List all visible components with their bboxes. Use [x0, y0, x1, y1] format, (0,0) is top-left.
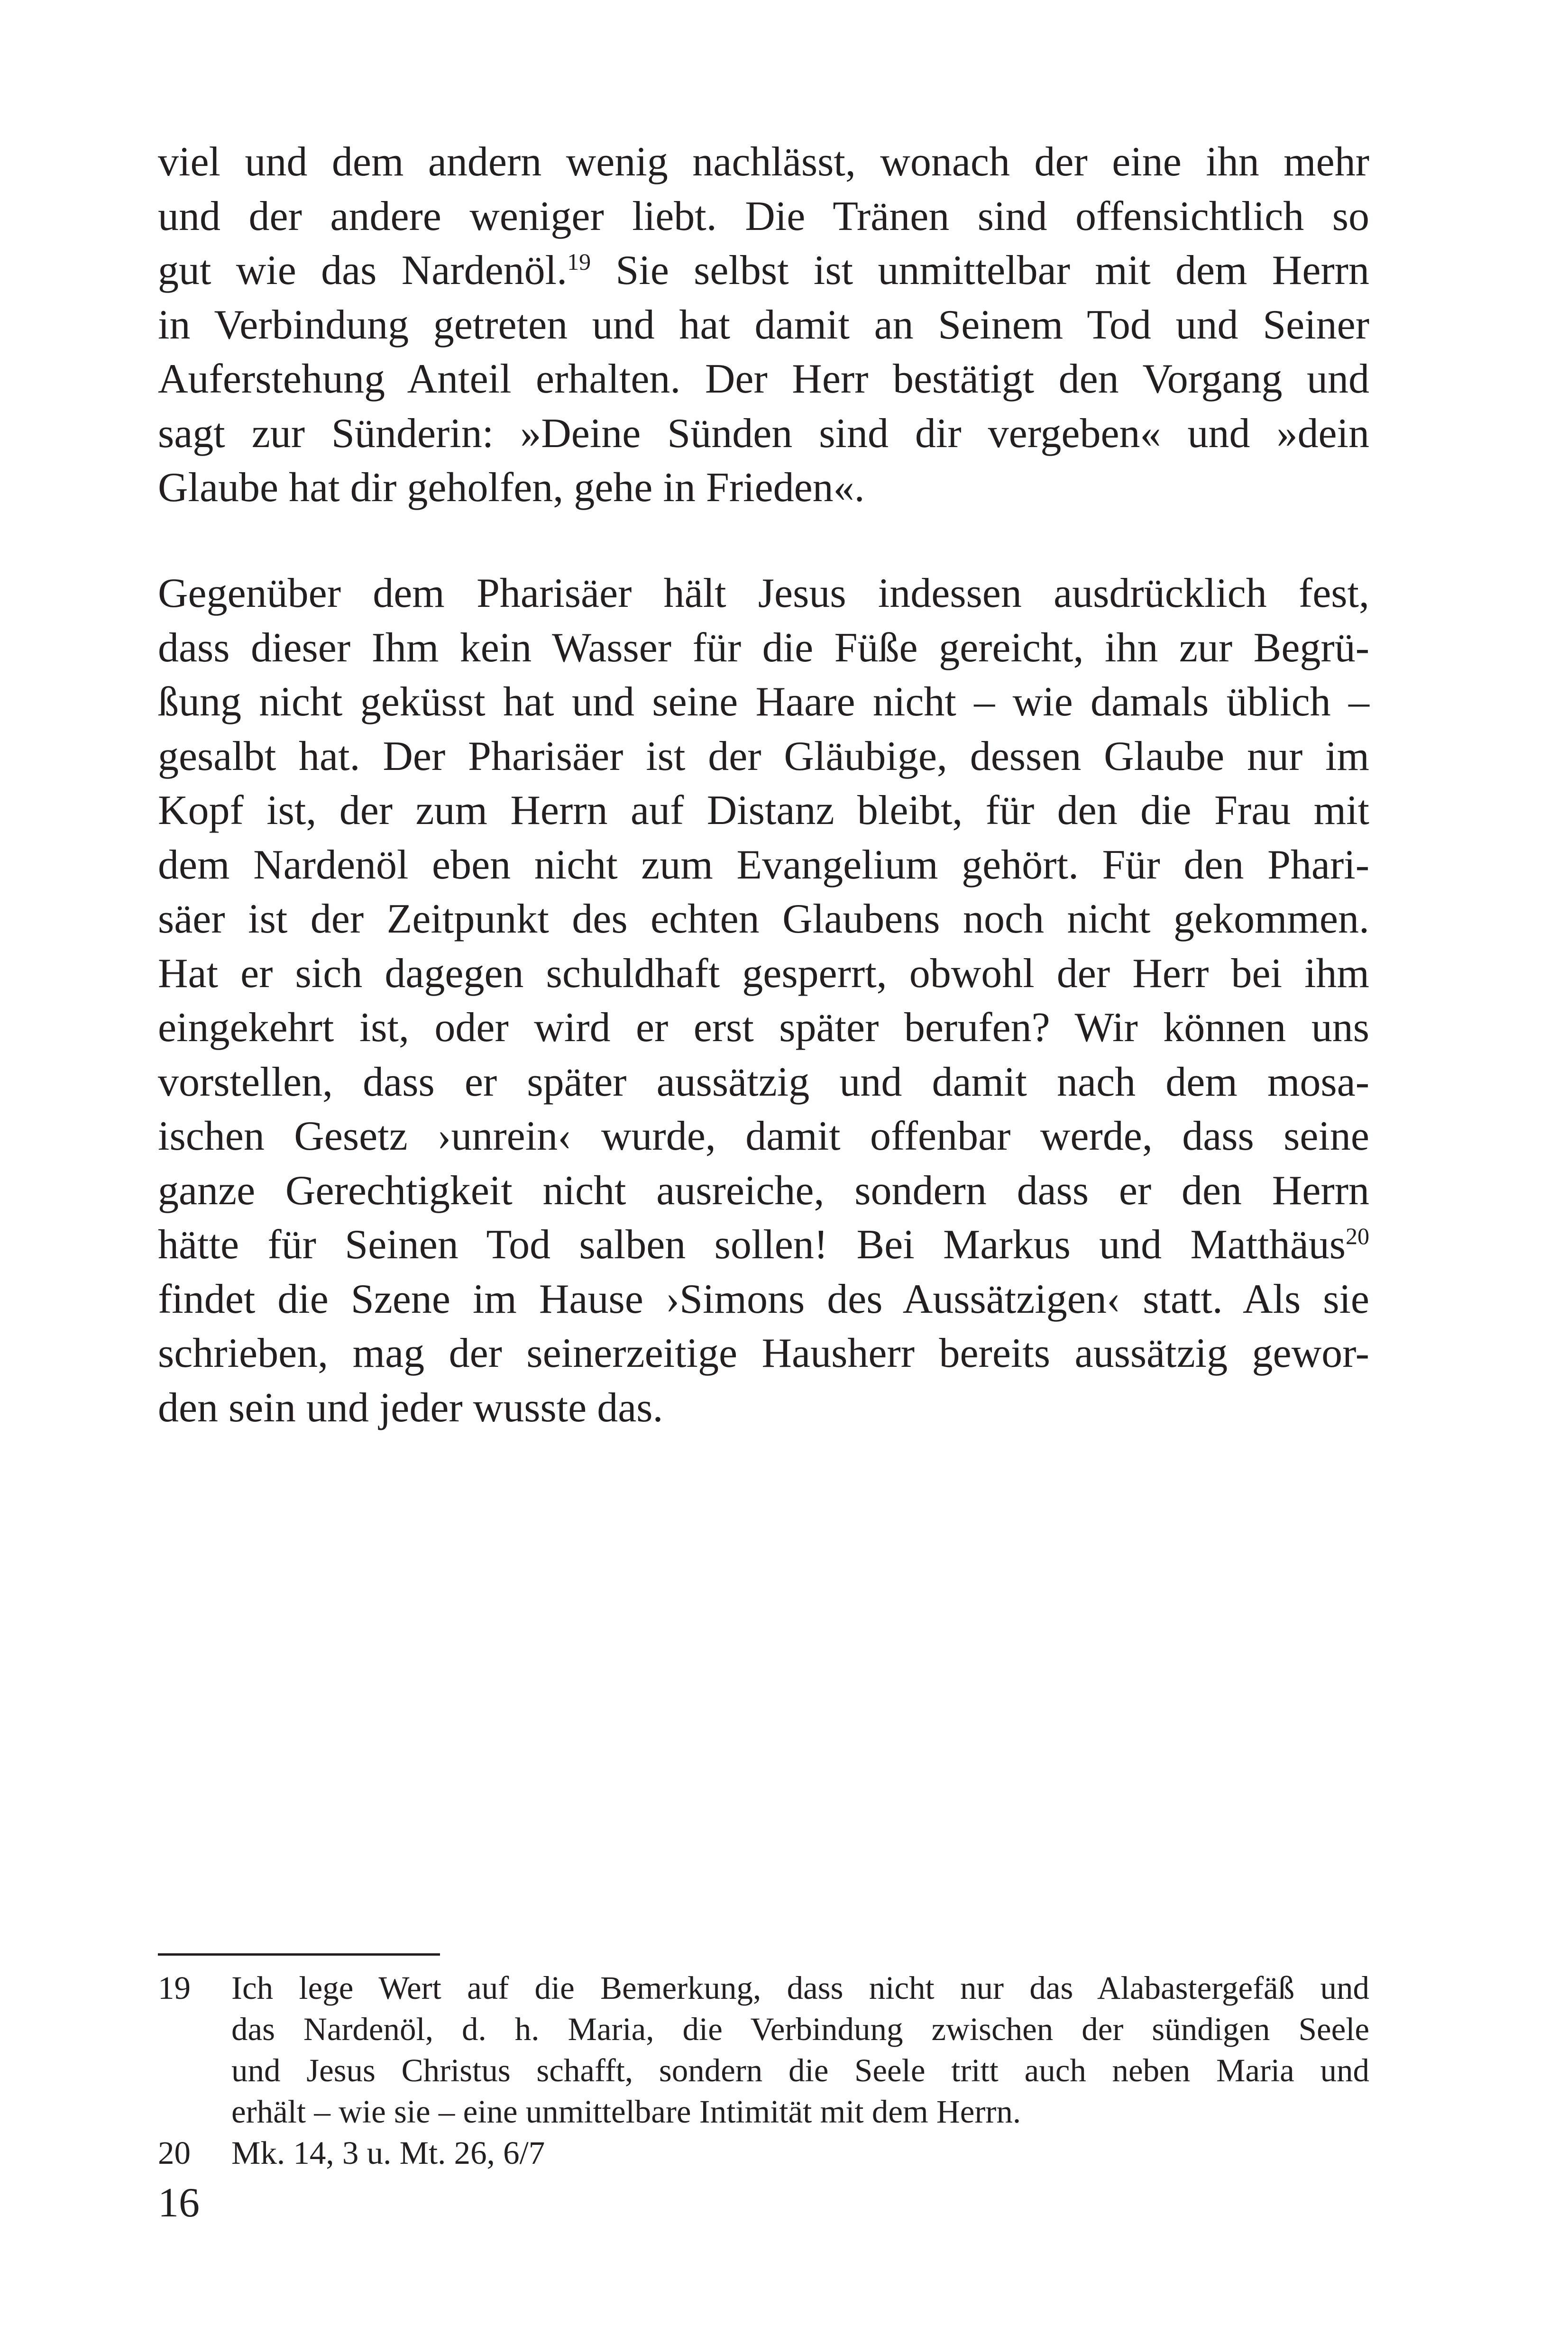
paragraph-1: [158, 135, 1369, 515]
text-line: den sein und jeder wusste das.: [158, 1384, 663, 1431]
text-line: sagt zur Sünderin: »Deine Sünden sind dir vergeben« und »dein: [158, 410, 1369, 457]
text-line: [158, 244, 1369, 298]
footnote-line: Mk. 14, 3 u. Mt. 26, 6/7: [231, 2135, 545, 2171]
text-line: findet die Szene im Hause ›Simons des Aussätzigen‹ statt. Als sie: [158, 1276, 1369, 1322]
footnote-text: [231, 1968, 1369, 2132]
paragraph-2: [158, 567, 1369, 1435]
text-line: gesalbt hat. Der Pharisäer ist der Gläubige, dessen Glaube nur im: [158, 733, 1369, 779]
footnote-number: 19: [158, 1970, 191, 2006]
footnote-19: [158, 1968, 1369, 2132]
text-line: Kopf ist, der zum Herrn auf Distanz bleibt, für den die Frau mit: [158, 787, 1369, 833]
footnote-number: 20: [158, 2135, 191, 2171]
text-line: Auferstehung Anteil erhalten. Der Herr bestätigt den Vorgang und: [158, 356, 1369, 402]
page-number: 16: [158, 2180, 200, 2226]
text-line: in Verbindung getreten und hat damit an Seinem Tod und Seiner: [158, 302, 1369, 348]
text-line: säer ist der Zeitpunkt des echten Glaubens noch nicht gekommen.: [158, 896, 1369, 942]
footnote-line: erhält – wie sie – eine unmittelbare Intimität mit dem Herrn.: [231, 2094, 1021, 2130]
text-line: ischen Gesetz ›unrein‹ wurde, damit offenbar werde, dass seine: [158, 1113, 1369, 1159]
text-line: Gegenüber dem Pharisäer hält Jesus indessen ausdrücklich fest,: [158, 570, 1369, 616]
text-line: dass dieser Ihm kein Wasser für die Füße gereicht, ihn zur Begrü-: [158, 624, 1369, 671]
text-line: vorstellen, dass er später aussätzig und damit nach dem mosa-: [158, 1059, 1369, 1105]
text-line: dem Nardenöl eben nicht zum Evangelium gehört. Für den Phari-: [158, 842, 1369, 888]
text-line: viel und dem andern wenig nachlässt, wonach der eine ihn mehr: [158, 139, 1369, 185]
footnote-line: und Jesus Christus schafft, sondern die Seele tritt auch neben Maria und: [231, 2052, 1369, 2088]
footnote-reference-19[interactable]: 19: [567, 248, 591, 275]
text-segment: hätte für Seinen Tod salben sollen! Bei Markus und Matthäus: [158, 1222, 1346, 1268]
footnote-line: das Nardenöl, d. h. Maria, die Verbindung zwischen der sündigen Seele: [231, 2011, 1369, 2047]
text-segment: Sie selbst ist unmittelbar mit dem Herrn: [591, 247, 1369, 293]
text-line: schrieben, mag der seinerzeitige Hausherr bereits aussätzig gewor-: [158, 1330, 1369, 1376]
text-line: und der andere weniger liebt. Die Tränen sind offensichtlich so: [158, 193, 1369, 239]
text-line: eingekehrt ist, oder wird er erst später berufen? Wir können uns: [158, 1005, 1369, 1051]
text-line: Glaube hat dir geholfen, gehe in Frieden«.: [158, 465, 865, 511]
text-line: ganze Gerechtigkeit nicht ausreiche, sondern dass er den Herrn: [158, 1167, 1369, 1214]
footnote-20: [158, 2132, 1369, 2174]
text-line: [158, 1218, 1369, 1272]
footnote-text: [231, 2132, 1369, 2174]
footnote-line: Ich lege Wert auf die Bemerkung, dass nicht nur das Alabastergefäß und: [231, 1970, 1369, 2006]
text-segment: gut wie das Nardenöl.: [158, 247, 568, 293]
footnote-separator: [158, 1953, 440, 1956]
footnotes: [158, 1968, 1369, 2174]
footnote-reference-20[interactable]: 20: [1346, 1223, 1369, 1249]
text-line: ßung nicht geküsst hat und seine Haare nicht – wie damals üblich –: [158, 679, 1369, 725]
text-line: Hat er sich dagegen schuldhaft gesperrt, obwohl der Herr bei ihm: [158, 950, 1369, 997]
